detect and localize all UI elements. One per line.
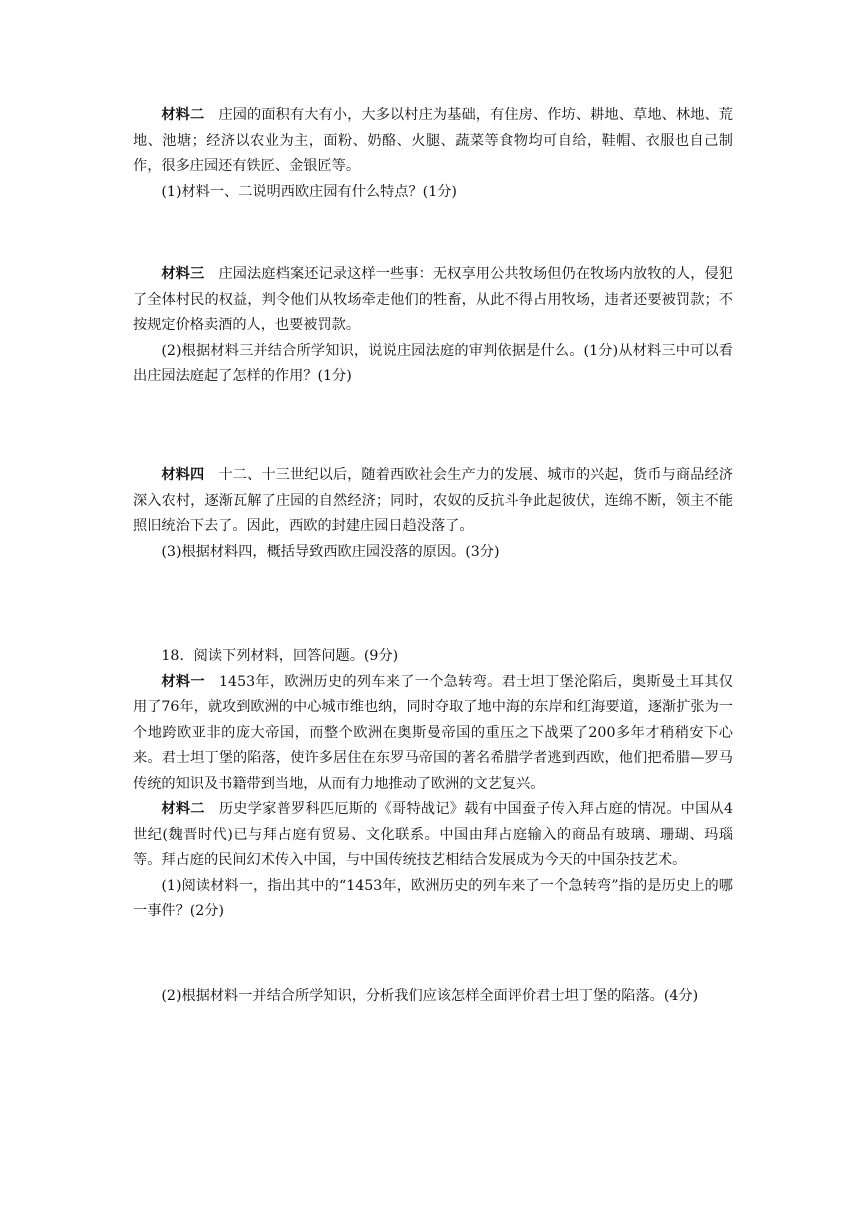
material-paragraph xyxy=(133,670,733,798)
question-18-heading: 18．阅读下列材料，回答问题。(9分) xyxy=(161,648,399,664)
material-paragraph xyxy=(133,463,733,540)
question-q18-2: (2)根据材料一并结合所学知识，分析我们应该怎样全面评价君士坦丁堡的陷落。(4分) xyxy=(161,988,699,1004)
material-block-q17-2 xyxy=(133,103,733,205)
material-text: 十二、十三世纪以后，随着西欧社会生产力的发展、城市的兴起，货币与商品经济深入农村，逐渐瓦解了庄园的自然经济；同时，农奴的反抗斗争此起彼伏，连绵不断，领主不能照旧统治下去了。因此，西欧的封建庄园日趋没落了。 xyxy=(133,467,733,534)
question-q18-2-block xyxy=(133,984,733,1010)
material-text: 1453年，欧洲历史的列车来了一个急转弯。君士坦丁堡沦陷后，奥斯曼土耳其仅用了76年，就攻到欧洲的中心城市维也纳，同时夺取了地中海的东岸和红海要道，逐渐扩张为一个地跨欧亚非的庞大帝国，而整个欧洲在奥斯曼帝国的重压之下战栗了200多年才稍稍安下心来。君士坦丁堡的陷落，使许多居住在东罗马帝国的著名希腊学者逃到西欧，他们把希腊—罗马传统的知识及书籍带到当地，从而有力地推动了欧洲的文艺复兴。 xyxy=(133,673,733,792)
question-18-block xyxy=(133,644,733,925)
material-label: 材料二 xyxy=(161,801,205,817)
material-paragraph xyxy=(133,797,733,874)
question-q17-1: (1)材料一、二说明西欧庄园有什么特点？(1分) xyxy=(161,183,457,200)
material-block-q17-4 xyxy=(133,463,733,565)
material-label: 材料一 xyxy=(161,673,205,690)
question-q17-2: (2)根据材料三并结合所学知识，说说庄园法庭的审判依据是什么。(1分)从材料三中可以看出庄园法庭起了怎样的作用？(1分) xyxy=(133,342,733,384)
material-label: 材料三 xyxy=(161,266,205,282)
material-label: 材料二 xyxy=(161,107,205,123)
material-text: 庄园法庭档案还记录这样一些事：无权享用公共牧场但仍在牧场内放牧的人，侵犯了全体村民的权益，判令他们从牧场牵走他们的牲畜，从此不得占用牧场，违者还要被罚款；不按规定价格卖酒的人，也要被罚款。 xyxy=(133,266,733,333)
material-label: 材料四 xyxy=(161,467,205,483)
material-paragraph xyxy=(133,103,733,180)
question-q17-3: (3)根据材料四，概括导致西欧庄园没落的原因。(3分) xyxy=(161,543,500,560)
material-text: 庄园的面积有大有小，大多以村庄为基础，有住房、作坊、耕地、草地、林地、荒地、池塘；经济以农业为主，面粉、奶酪、火腿、蔬菜等食物均可自给，鞋帽、衣服也自己制作，很多庄园还有铁匠、金银匠等。 xyxy=(133,107,733,174)
question-q18-1: (1)阅读材料一，指出其中的“1453年，欧洲历史的列车来了一个急转弯”指的是历史上的哪一事件？(2分) xyxy=(133,877,733,919)
material-block-q17-3 xyxy=(133,262,733,390)
material-paragraph xyxy=(133,262,733,339)
material-text: 历史学家普罗科匹厄斯的《哥特战记》载有中国蚕子传入拜占庭的情况。中国从4世纪(魏晋时代)已与拜占庭有贸易、文化联系。中国由拜占庭输入的商品有玻璃、珊瑚、玛瑙等。拜占庭的民间幻术传入中国，与中国传统技艺相结合发展成为今天的中国杂技艺术。 xyxy=(133,801,733,868)
